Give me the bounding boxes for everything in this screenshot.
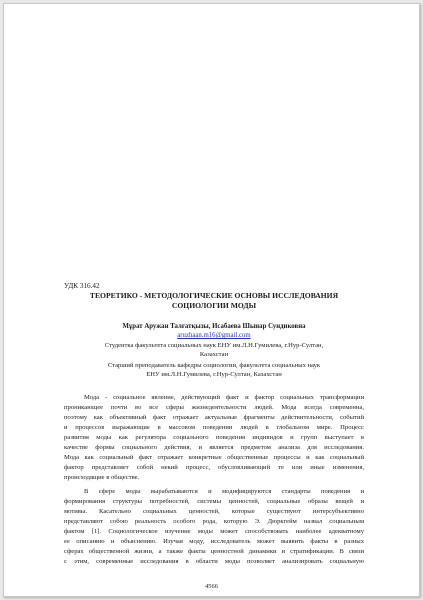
affiliation-1-line-1: Студентка факультета социальных наук ЕНУ им.Л.Н.Гумилева, г.Нур-Султан, — [104, 342, 324, 349]
page-content — [64, 282, 364, 567]
paragraph-line: Мода - социальное явление, действующий факт и фактор социальных трансформации — [84, 394, 364, 401]
paragraph-line: качестве формы социального действия, и является предметом анализа для исследования. — [64, 444, 364, 451]
paragraph-line: сферах общественной жизни, а также факты ценностной динамики и стратификации. В связи — [64, 548, 364, 555]
body-paragraph-2 — [64, 487, 364, 567]
paragraph-line: фактор представляет собой некий процесс, обусловливающий те или иные изменения, — [64, 464, 364, 471]
affiliation-1-line-2: Казахстан — [199, 351, 229, 358]
paragraph-line: проникающее почти во все сферы жизнедеятельности людей. Мода всегда современна, — [64, 404, 364, 411]
paragraph-line: представляют собою реальность особого рода, которую Э. Дюркгейм назвал социальным — [64, 518, 364, 525]
affiliation-1 — [64, 341, 364, 359]
paragraph-line: формирования структуры потребностей, системы ценностей, социальные образы вещей и — [64, 498, 364, 505]
paragraph-line: поэтому как объективный факт отражает актуальные фрагменты действительности, событий — [64, 414, 364, 421]
paragraph-line: ее описанию и объяснению. Изучая моду, исследователь может выявить факты в разных — [64, 538, 364, 545]
affiliation-2-line-2: ЕНУ им.Л.Н.Гумилева, г.Нур-Султан, Казахстан — [146, 371, 282, 378]
title-line-2: СОЦИОЛОГИИ МОДЫ — [171, 301, 257, 310]
document-page — [3, 3, 420, 597]
paragraph-line: развития моды как регулятора социального поведения индивидов и групп выступает в — [64, 434, 364, 441]
paragraph-line: Мода как социальный факт отражает конкретные общественные процессы и как социальный — [64, 454, 364, 461]
article-title — [64, 291, 364, 311]
udc-code: УДК 316.42 — [64, 282, 100, 290]
paragraph-line: происходящие в обществе. — [64, 474, 140, 481]
paragraph-line: мотивы. Касательно социальных ценностей, которые существуют интерсубъективно — [64, 508, 364, 515]
page-number: 4566 — [205, 583, 218, 590]
author-names: Мұрат Аружан Талғатқызы, Исабаева Шынар Сундиковна — [122, 323, 306, 330]
paragraph-line: с этим, современные исследования в области моды позволяет анализировать социальную — [64, 558, 364, 565]
paragraph-line: фактом [1]. Социологическое изучение моды может способствовать наиболее адекватному — [64, 528, 364, 535]
paragraph-line: В сфере моды вырабатываются и модифицируются стандарты поведения и — [84, 488, 364, 495]
affiliation-2-line-1: Старший преподаватель кафедры социологии, факультета социальных наук — [107, 362, 321, 369]
affiliation-2 — [64, 361, 364, 379]
body-paragraph-1 — [64, 393, 364, 483]
author-email-link[interactable]: aruzhaan.m16@gmail.com — [177, 332, 251, 339]
paragraph-line: и процессов выражающие в массовом поведении людей в глобальном мире. Процесс — [64, 424, 364, 431]
title-line-1: ТЕОРЕТИКО - МЕТОДОЛОГИЧЕСКИЕ ОСНОВЫ ИССЛЕДОВАНИЯ — [89, 291, 339, 300]
